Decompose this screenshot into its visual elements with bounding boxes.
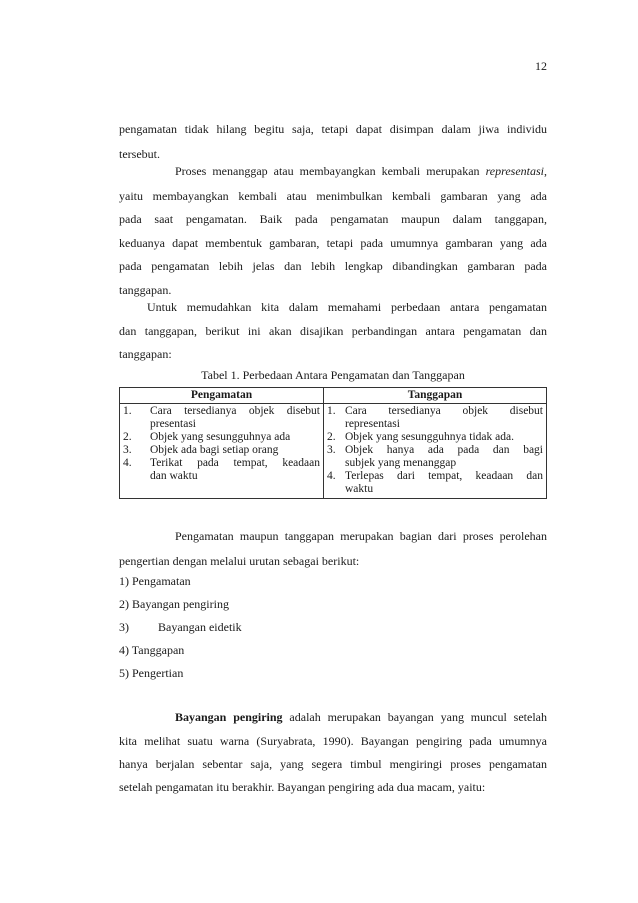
- para4-line1: Pengamatan maupun tanggapan merupakan bagian dari proses perolehan: [175, 529, 547, 543]
- list-item: 1. Cara tersedianya objek disebut presentasi: [123, 405, 320, 430]
- list-item: 4) Tanggapan: [119, 643, 185, 657]
- table-header-pengamatan: Pengamatan: [120, 388, 324, 404]
- para3-line2: dan tanggapan, berikut ini akan disajikan perbandingan antara pengamatan dan: [119, 324, 547, 338]
- table-caption: Tabel 1. Perbedaan Antara Pengamatan dan Tanggapan: [201, 368, 465, 382]
- list-item: 4. Terlepas dari tempat, keadaan dan waktu: [327, 470, 543, 495]
- para5-line2: kita melihat suatu warna (Suryabrata, 1990). Bayangan pengiring pada umumnya: [119, 734, 547, 748]
- table-header-tanggapan: Tanggapan: [324, 388, 547, 404]
- para2-line4: keduanya dapat membentuk gambaran, tetapi pada umumnya gambaran yang ada: [119, 236, 547, 250]
- para5-line1: Bayangan pengiring adalah merupakan bayangan yang muncul setelah: [175, 710, 547, 724]
- para2-line3: pada saat pengamatan. Baik pada pengamatan maupun dalam tanggapan,: [119, 212, 547, 226]
- para1-line1: pengamatan tidak hilang begitu saja, tetapi dapat disimpan dalam jiwa individu: [119, 122, 547, 136]
- list-item: 1. Cara tersedianya objek disebut representasi: [327, 405, 543, 430]
- para4-line2: pengertian dengan melalui urutan sebagai berikut:: [119, 554, 360, 568]
- tanggapan-column: [324, 404, 547, 499]
- list-item: 4. Terikat pada tempat, keadaan dan waktu: [123, 457, 320, 482]
- list-item: 3. Objek hanya ada pada dan bagi subjek yang menanggap: [327, 444, 543, 469]
- para5-line3: hanya berjalan sebentar saja, yang segera timbul mengiringi proses pengamatan: [119, 757, 547, 771]
- term-bayangan-pengiring: Bayangan pengiring: [175, 710, 283, 724]
- pengamatan-column: [120, 404, 324, 499]
- list-item: 2. Objek yang sesungguhnya tidak ada.: [327, 431, 514, 443]
- para3-line1: Untuk memudahkan kita dalam memahami perbedaan antara pengamatan: [147, 300, 547, 314]
- para2-line2: yaitu membayangkan kembali atau menimbulkan kembali gambaran yang ada: [119, 189, 547, 203]
- list-item: 5) Pengertian: [119, 666, 184, 680]
- emphasis-representasi: representasi: [485, 164, 544, 178]
- para2-line1: Proses menanggap atau membayangkan kembali merupakan representasi,: [175, 164, 547, 178]
- para3-line3: tanggapan:: [119, 347, 172, 361]
- page-number: 12: [535, 59, 547, 73]
- list-item: 2) Bayangan pengiring: [119, 597, 229, 611]
- list-item: 1) Pengamatan: [119, 574, 191, 588]
- list-item: 3) Bayangan eidetik: [119, 620, 242, 634]
- para2-line5: pada pengamatan lebih jelas dan lebih lengkap dibandingkan gambaran pada: [119, 259, 547, 273]
- para5-line4: setelah pengamatan itu berakhir. Bayangan pengiring ada dua macam, yaitu:: [119, 780, 486, 794]
- list-item: 2. Objek yang sesungguhnya ada: [123, 431, 291, 443]
- para2-line6: tanggapan.: [119, 283, 172, 297]
- comparison-table: [119, 387, 547, 499]
- list-item: 3. Objek ada bagi setiap orang: [123, 444, 279, 456]
- para1-line2: tersebut.: [119, 147, 160, 161]
